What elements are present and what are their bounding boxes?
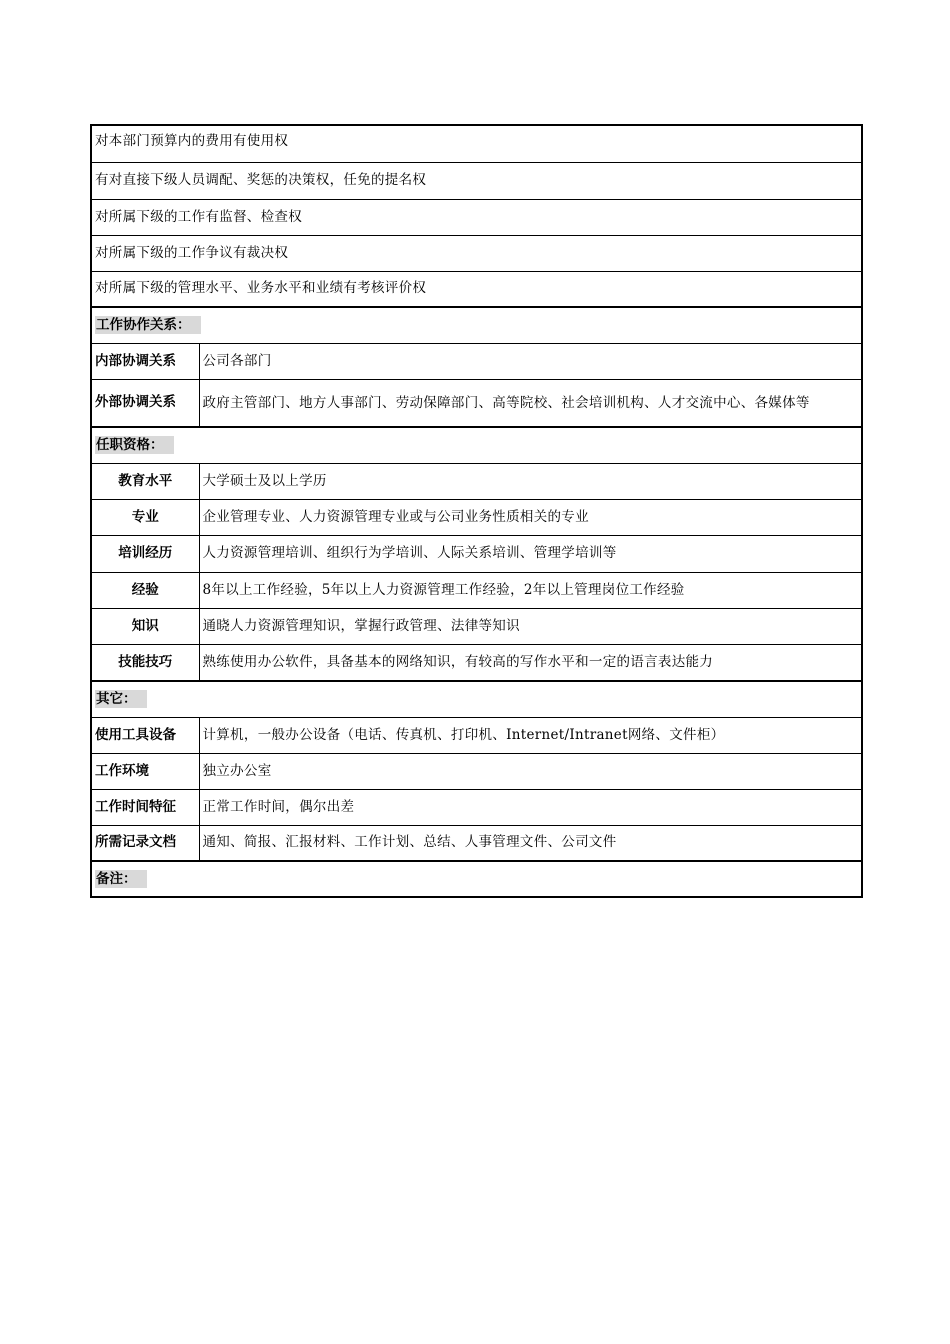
section-heading-text: 其它：: [95, 690, 147, 708]
section-heading-text: 任职资格：: [95, 436, 174, 454]
section-header-row: [91, 307, 862, 343]
qualification-label: 专业: [91, 499, 199, 535]
authority-row: [91, 235, 862, 271]
other-row: [91, 825, 862, 861]
other-value: 独立办公室: [199, 753, 862, 789]
qualification-row: [91, 572, 862, 608]
qualification-label: 经验: [91, 572, 199, 608]
qualification-label: 技能技巧: [91, 644, 199, 681]
authority-row: [91, 199, 862, 235]
section-heading-text: 备注：: [95, 870, 147, 888]
other-value: 正常工作时间，偶尔出差: [199, 789, 862, 825]
authority-item: 对所属下级的管理水平、业务水平和业绩有考核评价权: [91, 271, 862, 307]
qualification-value: 熟练使用办公软件，具备基本的网络知识，有较高的写作水平和一定的语言表达能力: [199, 644, 862, 681]
other-row: [91, 717, 862, 753]
other-label: 工作环境: [91, 753, 199, 789]
job-description-table: [90, 124, 863, 898]
section-header-row: [91, 681, 862, 717]
section-header-row: [91, 861, 862, 897]
other-value: 通知、简报、汇报材料、工作计划、总结、人事管理文件、公司文件: [199, 825, 862, 861]
internal-coordination-label: 内部协调关系: [91, 343, 199, 379]
cooperation-external-row: [91, 379, 862, 427]
qualification-row: [91, 463, 862, 499]
authority-item: 对所属下级的工作有监督、检查权: [91, 199, 862, 235]
qualification-value: 8年以上工作经验，5年以上人力资源管理工作经验，2年以上管理岗位工作经验: [199, 572, 862, 608]
section-cooperation-heading: [91, 307, 862, 343]
cooperation-internal-row: [91, 343, 862, 379]
qualification-label: 知识: [91, 608, 199, 644]
authority-item: 有对直接下级人员调配、奖惩的决策权，任免的提名权: [91, 162, 862, 199]
qualification-value: 大学硕士及以上学历: [199, 463, 862, 499]
qualification-value: 人力资源管理培训、组织行为学培训、人际关系培训、管理学培训等: [199, 535, 862, 572]
section-heading-text: 工作协作关系：: [95, 316, 201, 334]
authority-row: [91, 125, 862, 162]
other-label: 工作时间特征: [91, 789, 199, 825]
qualification-value: 通晓人力资源管理知识，掌握行政管理、法律等知识: [199, 608, 862, 644]
authority-item: 对所属下级的工作争议有裁决权: [91, 235, 862, 271]
external-coordination-label: 外部协调关系: [91, 379, 199, 427]
authority-item: 对本部门预算内的费用有使用权: [91, 125, 862, 162]
other-label: 所需记录文档: [91, 825, 199, 861]
internal-coordination-value: 公司各部门: [199, 343, 862, 379]
section-other-heading: [91, 681, 862, 717]
other-row: [91, 789, 862, 825]
section-remarks-heading: [91, 861, 862, 897]
qualification-row: [91, 535, 862, 572]
qualification-label: 教育水平: [91, 463, 199, 499]
qualification-label: 培训经历: [91, 535, 199, 572]
qualification-value: 企业管理专业、人力资源管理专业或与公司业务性质相关的专业: [199, 499, 862, 535]
section-qualifications-heading: [91, 427, 862, 463]
section-header-row: [91, 427, 862, 463]
qualification-row: [91, 608, 862, 644]
authority-row: [91, 271, 862, 307]
qualification-row: [91, 644, 862, 681]
other-row: [91, 753, 862, 789]
authority-row: [91, 162, 862, 199]
other-label: 使用工具设备: [91, 717, 199, 753]
other-value: 计算机，一般办公设备（电话、传真机、打印机、Internet/Intranet网络、文件柜）: [199, 717, 862, 753]
qualification-row: [91, 499, 862, 535]
external-coordination-value: 政府主管部门、地方人事部门、劳动保障部门、高等院校、社会培训机构、人才交流中心、各媒体等: [199, 379, 862, 427]
